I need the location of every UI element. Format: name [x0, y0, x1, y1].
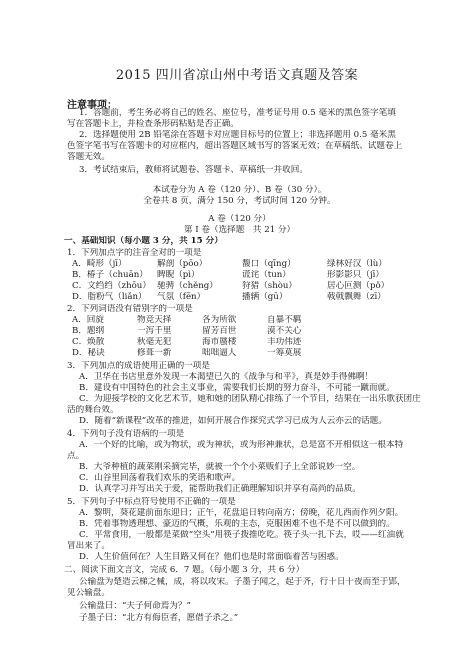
- option-item: 气氛（fēn）: [157, 292, 206, 302]
- option-item: 漠不关心: [267, 326, 302, 336]
- option-row: [72, 259, 412, 270]
- option-item: 海市蜃楼: [202, 337, 237, 347]
- option-item: 解剖（pōo）: [157, 259, 208, 269]
- option-row: [72, 281, 412, 292]
- option-item: 播辆（gū）: [242, 292, 288, 302]
- section1-heading: 一、基础知识（每小题 3 分，共 15 分）: [64, 236, 223, 246]
- part-one-heading: 第 I 卷（选择题 共 21 分）: [183, 225, 296, 235]
- option-item: 形影影只（jī）: [327, 270, 384, 280]
- reading-line: 公输盘曰：“夫子何命焉为？”: [79, 601, 191, 611]
- option-line: B．建设有中国特色的社会主义事业，需要我们长期的努力奋斗，不可能一蹴而就。: [79, 383, 395, 393]
- option-item: 谎诧（tun）: [242, 270, 291, 280]
- option-item: B．椿子（chuān）: [72, 270, 148, 280]
- option-line: 冒出来了。: [67, 541, 110, 551]
- option-row: [72, 326, 332, 337]
- option-item: C．焕散: [72, 337, 105, 347]
- option-item: 馥口（qīng）: [242, 259, 296, 269]
- option-item: 戟戟飘舞（zī）: [327, 292, 386, 302]
- option-line: A．卫华在书店里意外发现一本渴望已久的《战争与和平》，真是妙手得佛啊！: [79, 372, 374, 382]
- option-item: A．回旋: [72, 315, 104, 325]
- note-line: 答题无效。: [67, 152, 110, 162]
- option-row: [72, 292, 412, 303]
- option-line: 点。: [67, 451, 85, 461]
- option-line: C．为迎接学校的文化艺术节，她和她的团队精心排练了一个节目，结果在一出乐歌获团庄: [79, 394, 421, 404]
- option-line: 活的舞台效。: [67, 405, 119, 415]
- option-line: A．黎明，葵花建前面东迎日；正午，花盘追日转向南方；傍晚，花儿西而作列夕阳。: [79, 508, 404, 518]
- notes-heading: 注意事项：: [67, 100, 117, 111]
- option-item: 物竞天择: [137, 315, 172, 325]
- question-stem: 2．下列词语没有错别字的一项是: [67, 304, 193, 314]
- option-item: A．畸形（jī）: [72, 259, 127, 269]
- page-title: 2015 四川省凉山州中考语文真题及答案: [115, 68, 359, 83]
- exam-info-line: 全卷共 8 页，满分 150 分，考试时间 120 分钟。: [143, 196, 336, 206]
- option-line: D．随着“新课程”改革的推进，如何开展合作探究式学习已成为人云亦云的话题。: [79, 416, 387, 426]
- note-line: 写在答题卡上，并检查条形码粘贴是否正确。: [67, 119, 239, 129]
- option-line: D．人生价值何在？人生目路又何在？他们也是时常面临着苦与困惑。: [79, 552, 344, 562]
- option-line: C．山谷里回荡着我们欢乐的笑语和歌声。: [79, 473, 241, 483]
- note-line: 1．答题前，考生务必将自己的姓名、座位号，准考证号用 0.5 毫米的黑色签字笔填: [79, 108, 396, 118]
- question-stem: 1．下列加点字的注音全对的一项是: [67, 248, 202, 258]
- option-item: D．脂粉气（liǎn）: [72, 292, 147, 302]
- option-item: D．秘诀: [72, 348, 105, 358]
- note-line: 3．考试结束后，教师将试题卷、答题卡、草稿纸一并收回。: [79, 165, 308, 175]
- option-item: 秋毫无犯: [137, 337, 172, 347]
- option-line: B．凭着事物透理想、豪迈的气概，乐观的主态，克服困难不也不是不可以做到的。: [79, 519, 395, 529]
- option-item: 绿林好汉（lù）: [327, 259, 387, 269]
- question-stem: 3．下列加点的成语使用正确的一项是: [67, 361, 210, 371]
- option-item: 居心叵测（pǒ）: [327, 281, 390, 291]
- option-line: C．平常食用，一般都是菜做“空头”用筷子拨推吃吃。筷子头一扎下去，哎——红油就: [79, 530, 404, 540]
- option-item: 修葺一新: [137, 348, 172, 358]
- volume-a-heading: A 卷（120 分）: [208, 214, 271, 224]
- option-item: 一筹莫展: [267, 348, 302, 358]
- exam-info-line: 本试卷分为 A 卷（120 分）、B 卷（30 分）。: [152, 185, 327, 195]
- note-line: 色签字笔书写在答题卡的对应框内，超出答题区域书写的答案无效；在草稿纸、试题卷上: [67, 141, 403, 151]
- question-stem: 4．下列句子没有语病的一项是: [67, 429, 185, 439]
- option-item: 睥睨（pì）: [157, 270, 200, 280]
- option-line: A．一个好的比喻，或为物状，或为神状，或为形神兼状，总是富不开相似这一根本特: [79, 440, 404, 450]
- option-item: 各为所欲: [202, 315, 237, 325]
- option-item: 狩猎（shòu）: [242, 281, 298, 291]
- option-line: B．大爷种植的蔬菜刚采摘完毕，就被一个个小菜贩们子上全部说妙一空。: [79, 462, 361, 472]
- option-item: 一泻千里: [137, 326, 172, 336]
- reading-line: 见公输盘。: [67, 588, 110, 598]
- reading-line: 子墨子曰：“北方有侮臣者，愿借子杀之。”: [79, 613, 239, 623]
- option-item: B．题纲: [72, 326, 105, 336]
- option-item: 丰功伟迹: [267, 337, 302, 347]
- option-line: D．认真学习并写出关于爱，能帮助我们正确理解知识并享有高尚的品质。: [79, 484, 361, 494]
- option-item: 自暴不羁: [267, 315, 302, 325]
- reading-line: 公输盘为楚造云梯之械，成，将以攻宋。子墨子闻之，起于齐，行十日十夜而至于郢，: [79, 577, 406, 587]
- section2-heading: 二、阅读下面文言文，完成 6．7 题。（每小题 3 分，共 6 分）: [64, 565, 305, 575]
- option-row: [72, 315, 332, 326]
- option-row: [72, 337, 332, 348]
- option-item: C．文绉绉（zhōu）: [72, 281, 151, 291]
- option-item: 咄咄逼人: [202, 348, 237, 358]
- question-stem: 5．下列句子中标点符号使用不正确的一项是: [67, 497, 236, 507]
- option-row: [72, 270, 412, 281]
- option-row: [72, 348, 332, 359]
- note-line: 2．选择题使用 2B 铅笔涂在答题卡对应题目标号的位置上；非选择题用 0.5 毫米黑: [79, 130, 396, 140]
- option-item: 留芳百世: [202, 326, 237, 336]
- option-item: 驰骋（chěng）: [157, 281, 218, 291]
